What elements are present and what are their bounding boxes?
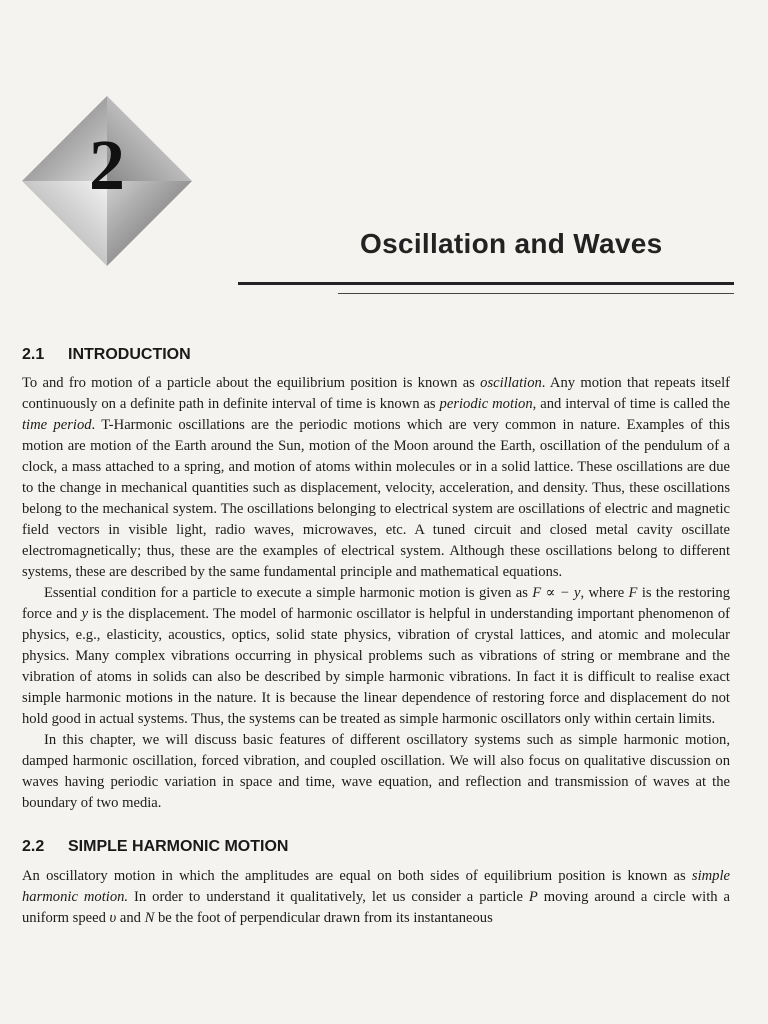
paragraph: Essential condition for a particle to execute a simple harmonic motion is given as F ∝ − y, where F is the restoring force and y is the displacement. The model of harmonic oscillator is helpful in understanding important phenomenon of physics, e.g., elasticity, acoustics, optics, solid state physics, vibration of crystal lattices, and atomic and molecular physics. Many complex vibrations occurring in physical problems such as vibrations of string or membrane and the vibration of atoms in solids can also be described by simple harmonic vibrations. In fact it is difficult to realise exact simple harmonic motions in the nature. It is because the linear dependence of restoring force and displacement do not hold good in actual systems. Thus, the systems can be treated as simple harmonic oscillators only within certain limits. [22,585,731,727]
paragraph: An oscillatory motion in which the amplitudes are equal on both sides of equilibrium position is known as simple harmonic motion. In order to understand it qualitatively, let us consider a particle P moving around a circle with a uniform speed υ and N be the foot of perpendicular drawn from its instantaneous [22,868,731,926]
chapter-title: Oscillation and Waves [360,228,663,259]
paragraph: To and fro motion of a particle about the equilibrium position is known as oscillation. Any motion that repeats itself continuously on a definite path in definite interval of time is known as periodic motion, and interval of time is called the time period. T-Harmonic oscillations are the periodic motions which are very common in nature. Examples of this motion are motion of the Earth around the Sun, motion of the Moon around the Earth, oscillation of the pendulum of a clock, a mass attached to a spring, and motion of atoms within molecules or in a solid lattice. These oscillations are due to the change in mechanical quantities such as displacement, velocity, acceleration, and density. Thus, these oscillations belong to the mechanical system. The oscillations belonging to electrical system are oscillations of electric and magnetic field vectors in visible light, radio waves, microwaves, etc. A tuned circuit and closed metal cavity oscillate electromagnetically; thus, these are the examples of electrical system. Although these oscillations belong to different systems, these are described by the same fundamental principle and mathematical equations. [22,375,730,580]
introduction-body [22,373,730,814]
section-number: 2.1 [22,346,45,363]
section-title: INTRODUCTION [68,346,191,363]
chapter-number: 2 [89,125,125,205]
chapter-number-emblem [22,96,192,266]
title-rule-thick [238,282,734,285]
section-title: SIMPLE HARMONIC MOTION [68,838,289,855]
paragraph: In this chapter, we will discuss basic features of different oscillatory systems such as simple harmonic motion, damped harmonic oscillation, forced vibration, and coupled oscillation. We will also focus on qualitative discussion on waves having periodic variation in space and time, wave equation, and reflection and transmission of waves at the boundary of two media. [22,732,730,811]
section-number: 2.2 [22,838,45,855]
section-heading-shm [22,838,288,856]
title-rule-thin [338,293,734,294]
shm-body [22,866,730,929]
section-heading-introduction [22,346,191,364]
